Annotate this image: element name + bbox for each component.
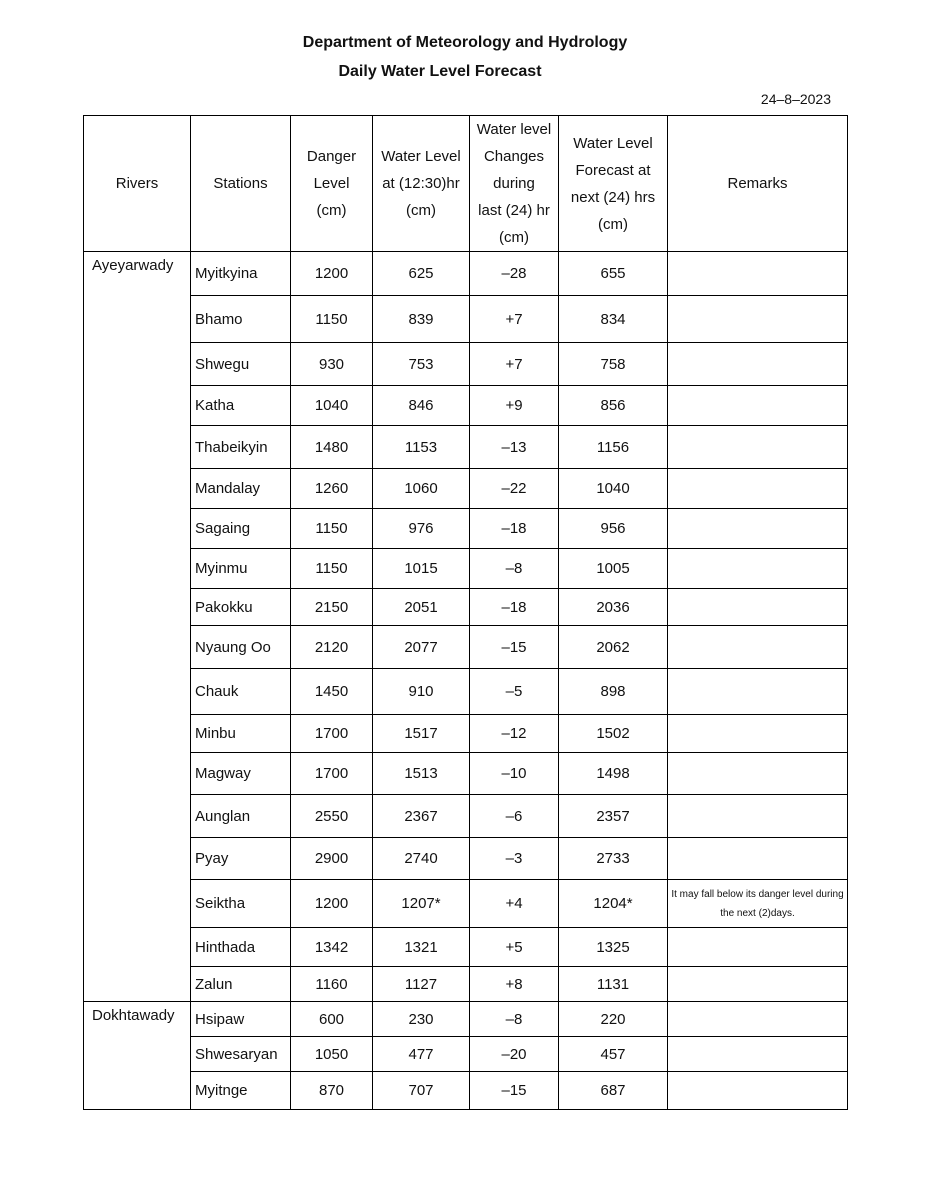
level-change-cell: –5 [470,669,559,715]
table-row [84,386,848,426]
water-level-cell: 1207* [373,880,470,928]
remarks-cell [668,509,848,549]
danger-level-cell: 1480 [291,426,373,469]
forecast-cell: 956 [559,509,668,549]
table-row [84,1037,848,1072]
water-level-cell: 2077 [373,626,470,669]
remarks-cell [668,343,848,386]
danger-level-cell: 930 [291,343,373,386]
station-name: Sagaing [191,509,291,549]
water-level-cell: 2740 [373,838,470,880]
river-name: Ayeyarwady [84,252,191,1002]
station-name: Pakokku [191,589,291,626]
danger-level-cell: 1200 [291,880,373,928]
danger-level-cell: 1150 [291,509,373,549]
remarks-cell [668,1002,848,1037]
col-header-water-level [373,116,470,252]
station-name: Katha [191,386,291,426]
danger-level-cell: 2120 [291,626,373,669]
station-name: Hinthada [191,928,291,967]
forecast-cell: 1498 [559,753,668,795]
header-line: (cm) [316,202,347,219]
header-line: Level [313,175,350,192]
station-name: Myitnge [191,1072,291,1110]
water-level-cell: 753 [373,343,470,386]
water-level-cell: 2051 [373,589,470,626]
water-level-cell: 707 [373,1072,470,1110]
header-line: at (12:30)hr [382,175,460,192]
danger-level-cell: 1150 [291,296,373,343]
header-line: last (24) hr [478,202,550,219]
remarks-cell [668,1037,848,1072]
table-row [84,753,848,795]
remarks-cell [668,589,848,626]
station-name: Aunglan [191,795,291,838]
forecast-cell: 856 [559,386,668,426]
danger-level-cell: 2900 [291,838,373,880]
table-header-row [84,116,848,252]
water-level-cell: 1060 [373,469,470,509]
level-change-cell: –10 [470,753,559,795]
level-change-cell: +8 [470,967,559,1002]
table-row [84,1072,848,1110]
remarks-cell [668,795,848,838]
danger-level-cell: 1200 [291,252,373,296]
danger-level-cell: 1150 [291,549,373,589]
danger-level-cell: 2550 [291,795,373,838]
header-line: (cm) [598,215,628,233]
remarks-cell [668,715,848,753]
level-change-cell: –8 [470,549,559,589]
remarks-cell [668,386,848,426]
water-level-table [83,115,848,1110]
danger-level-cell: 1260 [291,469,373,509]
level-change-cell: –8 [470,1002,559,1037]
danger-level-cell: 1700 [291,753,373,795]
table-row [84,715,848,753]
table-row [84,669,848,715]
table-row [84,252,848,296]
col-header-stations: Stations [191,116,291,252]
table-row [84,795,848,838]
remarks-cell [668,753,848,795]
water-level-cell: 1127 [373,967,470,1002]
remarks-cell [668,252,848,296]
forecast-cell: 2036 [559,589,668,626]
remarks-cell [668,669,848,715]
river-name: Dokhtawady [84,1002,191,1110]
table-body [84,252,848,1110]
table-row [84,838,848,880]
water-level-cell: 1015 [373,549,470,589]
station-name: Hsipaw [191,1002,291,1037]
remarks-cell [668,469,848,509]
header-line: Danger [306,148,357,165]
col-header-remarks: Remarks [668,116,848,252]
station-name: Mandalay [191,469,291,509]
header-line: Forecast at [575,161,651,179]
danger-level-cell: 1160 [291,967,373,1002]
water-level-cell: 846 [373,386,470,426]
remarks-cell [668,1072,848,1110]
forecast-cell: 2733 [559,838,668,880]
danger-level-cell: 1050 [291,1037,373,1072]
water-level-cell: 976 [373,509,470,549]
col-header-level-change [470,116,559,252]
station-name: Seiktha [191,880,291,928]
station-name: Bhamo [191,296,291,343]
forecast-cell: 1156 [559,426,668,469]
station-name: Nyaung Oo [191,626,291,669]
level-change-cell: –15 [470,626,559,669]
level-change-cell: –12 [470,715,559,753]
station-name: Zalun [191,967,291,1002]
col-header-forecast [559,116,668,252]
level-change-cell: +4 [470,880,559,928]
table-row [84,549,848,589]
forecast-cell: 2062 [559,626,668,669]
water-level-cell: 477 [373,1037,470,1072]
forecast-cell: 1040 [559,469,668,509]
header-line: Water Level [381,148,461,165]
water-level-cell: 1153 [373,426,470,469]
level-change-cell: –18 [470,589,559,626]
level-change-cell: +7 [470,296,559,343]
header-line: (cm) [406,202,436,219]
danger-level-cell: 1450 [291,669,373,715]
water-level-cell: 910 [373,669,470,715]
danger-level-cell: 1342 [291,928,373,967]
table-row [84,469,848,509]
header-line: Water level [476,121,552,138]
forecast-cell: 457 [559,1037,668,1072]
level-change-cell: +9 [470,386,559,426]
table-row [84,1002,848,1037]
table-row [84,426,848,469]
col-header-danger-level [291,116,373,252]
document-title: Department of Meteorology and Hydrology [302,34,628,51]
water-level-cell: 1517 [373,715,470,753]
level-change-cell: –6 [470,795,559,838]
remarks-cell [668,426,848,469]
remarks-cell [668,928,848,967]
water-level-cell: 1513 [373,753,470,795]
level-change-cell: –28 [470,252,559,296]
header-line: next (24) hrs [570,188,656,206]
remarks-cell [668,296,848,343]
header-line: Water Level [573,134,653,152]
station-name: Shwesaryan [191,1037,291,1072]
forecast-cell: 687 [559,1072,668,1110]
level-change-cell: –15 [470,1072,559,1110]
station-name: Myinmu [191,549,291,589]
header-line: Changes [483,148,545,165]
level-change-cell: +5 [470,928,559,967]
level-change-cell: –22 [470,469,559,509]
station-name: Pyay [191,838,291,880]
forecast-cell: 1502 [559,715,668,753]
forecast-cell: 1325 [559,928,668,967]
station-name: Thabeikyin [191,426,291,469]
forecast-cell: 1005 [559,549,668,589]
station-name: Minbu [191,715,291,753]
forecast-cell: 2357 [559,795,668,838]
remarks-cell: It may fall below its danger level during the next (2)days. [668,880,848,928]
danger-level-cell: 2150 [291,589,373,626]
remarks-cell [668,626,848,669]
water-level-cell: 839 [373,296,470,343]
table-row [84,589,848,626]
water-level-cell: 625 [373,252,470,296]
danger-level-cell: 1700 [291,715,373,753]
water-level-cell: 1321 [373,928,470,967]
forecast-cell: 834 [559,296,668,343]
danger-level-cell: 1040 [291,386,373,426]
forecast-cell: 655 [559,252,668,296]
danger-level-cell: 600 [291,1002,373,1037]
table-row [84,880,848,928]
forecast-cell: 758 [559,343,668,386]
table-row [84,509,848,549]
header-line: (cm) [499,229,529,246]
remarks-cell [668,967,848,1002]
water-level-cell: 2367 [373,795,470,838]
station-name: Shwegu [191,343,291,386]
water-level-cell: 230 [373,1002,470,1037]
forecast-cell: 1131 [559,967,668,1002]
remarks-cell [668,838,848,880]
danger-level-cell: 870 [291,1072,373,1110]
forecast-cell: 220 [559,1002,668,1037]
table-row [84,928,848,967]
table-row [84,343,848,386]
station-name: Myitkyina [191,252,291,296]
table-row [84,967,848,1002]
report-date: 24–8–2023 [760,91,831,107]
station-name: Chauk [191,669,291,715]
level-change-cell: –3 [470,838,559,880]
remarks-cell [668,549,848,589]
table-row [84,626,848,669]
table-row [84,296,848,343]
station-name: Magway [191,753,291,795]
forecast-cell: 898 [559,669,668,715]
document-subtitle: Daily Water Level Forecast [338,63,542,80]
forecast-cell: 1204* [559,880,668,928]
level-change-cell: –20 [470,1037,559,1072]
header-line: during [493,175,535,192]
level-change-cell: –13 [470,426,559,469]
col-header-rivers: Rivers [84,116,191,252]
level-change-cell: –18 [470,509,559,549]
level-change-cell: +7 [470,343,559,386]
